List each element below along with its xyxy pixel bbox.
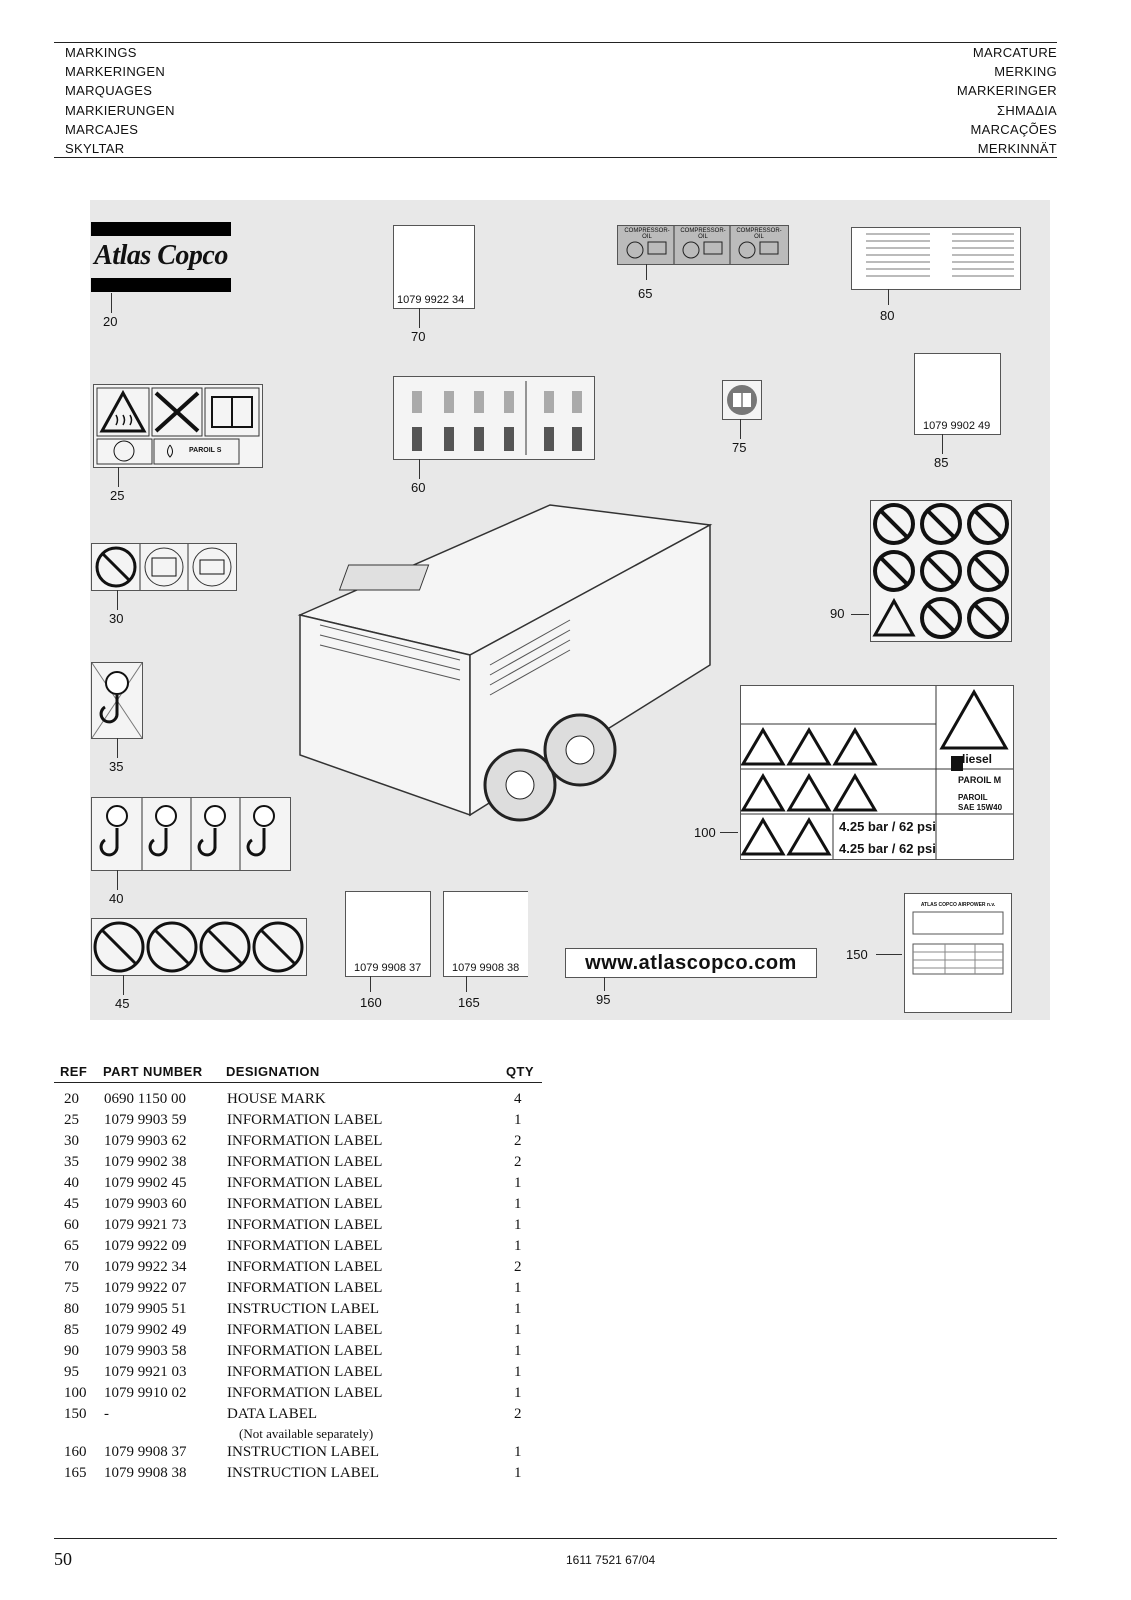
- cell-ref: 80: [64, 1301, 79, 1317]
- callout-75: 75: [732, 440, 747, 455]
- cell-designation: INFORMATION LABEL: [227, 1112, 383, 1128]
- label-150: [904, 893, 1012, 1013]
- col-part-header: PART NUMBER: [103, 1064, 203, 1079]
- cell-ref: 45: [64, 1196, 79, 1212]
- table-header-rule: [54, 1082, 542, 1083]
- cell-qty: 1: [514, 1444, 522, 1460]
- leader-100: [720, 832, 738, 833]
- callout-20: 20: [103, 314, 118, 329]
- cell-designation: DATA LABEL: [227, 1406, 318, 1422]
- data-label-title: ATLAS COPCO AIRPOWER n.v.: [920, 902, 996, 908]
- label-60: [393, 376, 595, 460]
- label-65: [617, 225, 789, 265]
- table-row: [54, 1406, 542, 1426]
- cell-part: -: [104, 1406, 109, 1422]
- cell-designation: INSTRUCTION LABEL: [227, 1444, 380, 1460]
- title-da: MARKERINGER: [956, 83, 1057, 99]
- cell-ref: 95: [64, 1364, 79, 1380]
- table-row: [54, 1322, 542, 1342]
- title-en: MARKINGS: [65, 45, 137, 60]
- cell-part: 1079 9903 58: [104, 1343, 187, 1359]
- callout-165: 165: [458, 995, 480, 1010]
- cell-designation: INFORMATION LABEL: [227, 1133, 383, 1149]
- callout-160: 160: [360, 995, 382, 1010]
- callout-25: 25: [110, 488, 125, 503]
- header-top-rule: [54, 42, 1057, 43]
- cell-qty: 1: [514, 1238, 522, 1254]
- label-35: [91, 662, 143, 739]
- label-90: [870, 500, 1012, 642]
- prohibition-manual-icons: [92, 544, 236, 590]
- cell-ref: 150: [64, 1406, 87, 1422]
- cell-part: 0690 1150 00: [104, 1091, 186, 1107]
- table-row: [54, 1465, 542, 1485]
- callout-35: 35: [109, 759, 124, 774]
- cell-designation: INFORMATION LABEL: [227, 1259, 383, 1275]
- table-row: [54, 1301, 542, 1321]
- pressure-text-2: 4.25 bar / 62 psi: [839, 841, 936, 856]
- col-qty-header: QTY: [506, 1064, 534, 1079]
- cell-designation: INSTRUCTION LABEL: [227, 1301, 380, 1317]
- table-row: [54, 1280, 542, 1300]
- cell-qty: 2: [514, 1259, 522, 1275]
- title-fr: MARQUAGES: [65, 83, 153, 99]
- page-number: 50: [54, 1549, 72, 1569]
- cell-qty: 1: [514, 1112, 522, 1128]
- table-row: [54, 1196, 542, 1216]
- leader-65: [646, 264, 647, 280]
- leader-25: [118, 467, 119, 487]
- label-40: [91, 797, 291, 871]
- leader-35: [117, 738, 118, 758]
- callout-60: 60: [411, 480, 426, 495]
- label-85-partno: 1079 9902 49: [923, 420, 991, 432]
- cell-qty: 1: [514, 1196, 522, 1212]
- cell-part: 1079 9921 03: [104, 1364, 187, 1380]
- cell-designation: INFORMATION LABEL: [227, 1154, 383, 1170]
- sae-text: SAE 15W40: [958, 803, 1003, 812]
- label-100: [740, 685, 1014, 860]
- cell-part: 1079 9905 51: [104, 1301, 187, 1317]
- leader-150: [876, 954, 902, 955]
- callout-30: 30: [109, 611, 124, 626]
- leader-45: [123, 975, 124, 995]
- label-30: [91, 543, 237, 591]
- leader-85: [942, 434, 943, 454]
- cell-qty: 1: [514, 1217, 522, 1233]
- cell-designation: INFORMATION LABEL: [227, 1343, 383, 1359]
- cell-part: 1079 9921 73: [104, 1217, 187, 1233]
- cell-qty: 1: [514, 1301, 522, 1317]
- cell-part: 1079 9908 38: [104, 1465, 187, 1481]
- cell-part: 1079 9903 60: [104, 1196, 187, 1212]
- label-70: [393, 225, 475, 309]
- cell-ref: 60: [64, 1217, 79, 1233]
- cell-ref: 25: [64, 1112, 79, 1128]
- cell-part: 1079 9902 45: [104, 1175, 187, 1191]
- cell-part: 1079 9922 09: [104, 1238, 187, 1254]
- website-label: www.atlascopco.com: [565, 948, 817, 978]
- cell-designation: HOUSE MARK: [227, 1091, 326, 1107]
- title-sv: SKYLTAR: [65, 141, 125, 157]
- manual-book-icon: [723, 381, 761, 419]
- label-165: [443, 891, 528, 977]
- cell-part: 1079 9903 59: [104, 1112, 187, 1128]
- table-row: [54, 1343, 542, 1363]
- callout-150: 150: [846, 947, 868, 962]
- label-165-partno: 1079 9908 38: [452, 962, 520, 974]
- callout-45: 45: [115, 996, 130, 1011]
- leader-30: [117, 590, 118, 610]
- cell-ref: 35: [64, 1154, 79, 1170]
- leader-80: [888, 289, 889, 305]
- compressor-unit-drawing: [290, 465, 730, 870]
- cell-designation: INFORMATION LABEL: [227, 1217, 383, 1233]
- warning-hot-surface-icon: [94, 385, 262, 467]
- cell-part: 1079 9922 34: [104, 1259, 187, 1275]
- label-160: [345, 891, 431, 977]
- callout-40: 40: [109, 891, 124, 906]
- callout-80: 80: [880, 308, 895, 323]
- cell-designation: INFORMATION LABEL: [227, 1322, 383, 1338]
- pressure-text-1: 4.25 bar / 62 psi: [839, 819, 936, 834]
- title-no: MERKING: [994, 64, 1057, 80]
- leader-95: [604, 977, 605, 991]
- leader-40: [117, 870, 118, 890]
- cell-ref: 85: [64, 1322, 79, 1338]
- table-row: [54, 1154, 542, 1174]
- cell-ref: 100: [64, 1385, 87, 1401]
- label-160-partno: 1079 9908 37: [354, 962, 422, 974]
- compressor-oil-icons: [618, 226, 788, 264]
- leader-70: [419, 308, 420, 328]
- compressor-oil-2: COMPRESSOR-OIL: [680, 228, 726, 240]
- title-fi: MERKINNÄT: [977, 141, 1057, 157]
- callout-100: 100: [694, 825, 716, 840]
- leader-160: [370, 976, 371, 992]
- label-45: [91, 918, 307, 976]
- brand-bar-bottom: [91, 278, 231, 292]
- table-row: [54, 1364, 542, 1384]
- table-row: [54, 1091, 542, 1111]
- prohibition-signs-grid-icon: [871, 501, 1011, 641]
- paroil-text: PAROIL: [958, 793, 988, 802]
- callout-70: 70: [411, 329, 426, 344]
- lifting-hook-icon: [92, 663, 142, 738]
- cell-ref: 65: [64, 1238, 79, 1254]
- table-row: [54, 1175, 542, 1195]
- cell-part: 1079 9910 02: [104, 1385, 187, 1401]
- table-row: [54, 1385, 542, 1405]
- cell-qty: 2: [514, 1154, 522, 1170]
- leader-165: [466, 976, 467, 992]
- callout-90: 90: [830, 606, 845, 621]
- document-number: 1611 7521 67/04: [566, 1553, 656, 1567]
- callout-65: 65: [638, 286, 653, 301]
- cell-qty: 1: [514, 1175, 522, 1191]
- table-row: [54, 1133, 542, 1153]
- table-row: [54, 1112, 542, 1132]
- cell-part: 1079 9902 38: [104, 1154, 187, 1170]
- data-plate-grid: [905, 894, 1011, 1012]
- cell-qty: 1: [514, 1322, 522, 1338]
- header-left-titles: [65, 43, 175, 158]
- cell-qty: 2: [514, 1133, 522, 1149]
- table-row: [54, 1238, 542, 1258]
- cell-qty: 1: [514, 1465, 522, 1481]
- house-mark-label: [91, 222, 231, 292]
- cell-qty: 4: [514, 1091, 522, 1107]
- cell-part: 1079 9922 07: [104, 1280, 187, 1296]
- col-ref-header: REF: [60, 1064, 88, 1079]
- title-es: MARCAJES: [65, 121, 139, 137]
- leader-75: [740, 419, 741, 439]
- table-row: [54, 1259, 542, 1279]
- table-row: [54, 1444, 542, 1464]
- cell-ref: 70: [64, 1259, 79, 1275]
- cell-qty: 1: [514, 1280, 522, 1296]
- brand-logo-text: Atlas Copco: [94, 240, 228, 271]
- cell-qty: 1: [514, 1343, 522, 1359]
- cell-ref: 40: [64, 1175, 79, 1191]
- instruction-text-lines: [852, 228, 1020, 289]
- brand-bar-top: [91, 222, 231, 236]
- paroil-s-text: PAROIL S: [189, 447, 222, 454]
- cell-designation: INFORMATION LABEL: [227, 1175, 383, 1191]
- cell-designation: INFORMATION LABEL: [227, 1196, 383, 1212]
- label-80: [851, 227, 1021, 290]
- lifting-hooks-icon: [92, 798, 290, 870]
- cell-designation: INSTRUCTION LABEL: [227, 1465, 380, 1481]
- header-bottom-rule: [54, 157, 1057, 158]
- callout-95: 95: [596, 992, 611, 1007]
- cell-ref: 165: [64, 1465, 87, 1481]
- cell-designation: INFORMATION LABEL: [227, 1280, 383, 1296]
- footer-rule: [54, 1538, 1057, 1539]
- callout-85: 85: [934, 455, 949, 470]
- label-25: [93, 384, 263, 468]
- leader-90: [851, 614, 869, 615]
- cell-ref: 75: [64, 1280, 79, 1296]
- cell-part: 1079 9908 37: [104, 1444, 187, 1460]
- cell-ref: 20: [64, 1091, 79, 1107]
- paroil-m-text: PAROIL M: [958, 775, 1002, 785]
- compressor-oil-1: COMPRESSOR-OIL: [624, 228, 670, 240]
- label-70-partno: 1079 9922 34: [397, 294, 465, 306]
- label-85: [914, 353, 1001, 435]
- label-75: [722, 380, 762, 420]
- title-de: MARKIERUNGEN: [65, 102, 175, 118]
- no-forklift-icons: [92, 919, 306, 975]
- leader-20: [111, 293, 112, 313]
- title-el: ΣΗΜΑΔΙΑ: [997, 102, 1057, 118]
- col-designation-header: DESIGNATION: [226, 1064, 320, 1079]
- cell-qty: 2: [514, 1406, 522, 1422]
- title-it: MARCATURE: [972, 45, 1057, 60]
- row-150-note: (Not available separately): [239, 1426, 374, 1441]
- cell-ref: 160: [64, 1444, 87, 1460]
- cell-designation: INFORMATION LABEL: [227, 1385, 383, 1401]
- title-nl: MARKERINGEN: [65, 64, 166, 80]
- cell-part: 1079 9903 62: [104, 1133, 187, 1149]
- cell-designation: INFORMATION LABEL: [227, 1238, 383, 1254]
- header-right-titles: [957, 43, 1057, 158]
- title-pt: MARCAÇÕES: [970, 121, 1057, 137]
- cell-ref: 90: [64, 1343, 79, 1359]
- cell-qty: 1: [514, 1364, 522, 1380]
- compressor-oil-3: COMPRESSOR-OIL: [736, 228, 782, 240]
- cell-designation: INFORMATION LABEL: [227, 1364, 383, 1380]
- cell-ref: 30: [64, 1133, 79, 1149]
- table-row: [54, 1217, 542, 1237]
- diesel-text: diesel: [958, 752, 993, 766]
- gauge-indicators-icon: [394, 377, 594, 459]
- cell-qty: 1: [514, 1385, 522, 1401]
- cell-part: 1079 9902 49: [104, 1322, 187, 1338]
